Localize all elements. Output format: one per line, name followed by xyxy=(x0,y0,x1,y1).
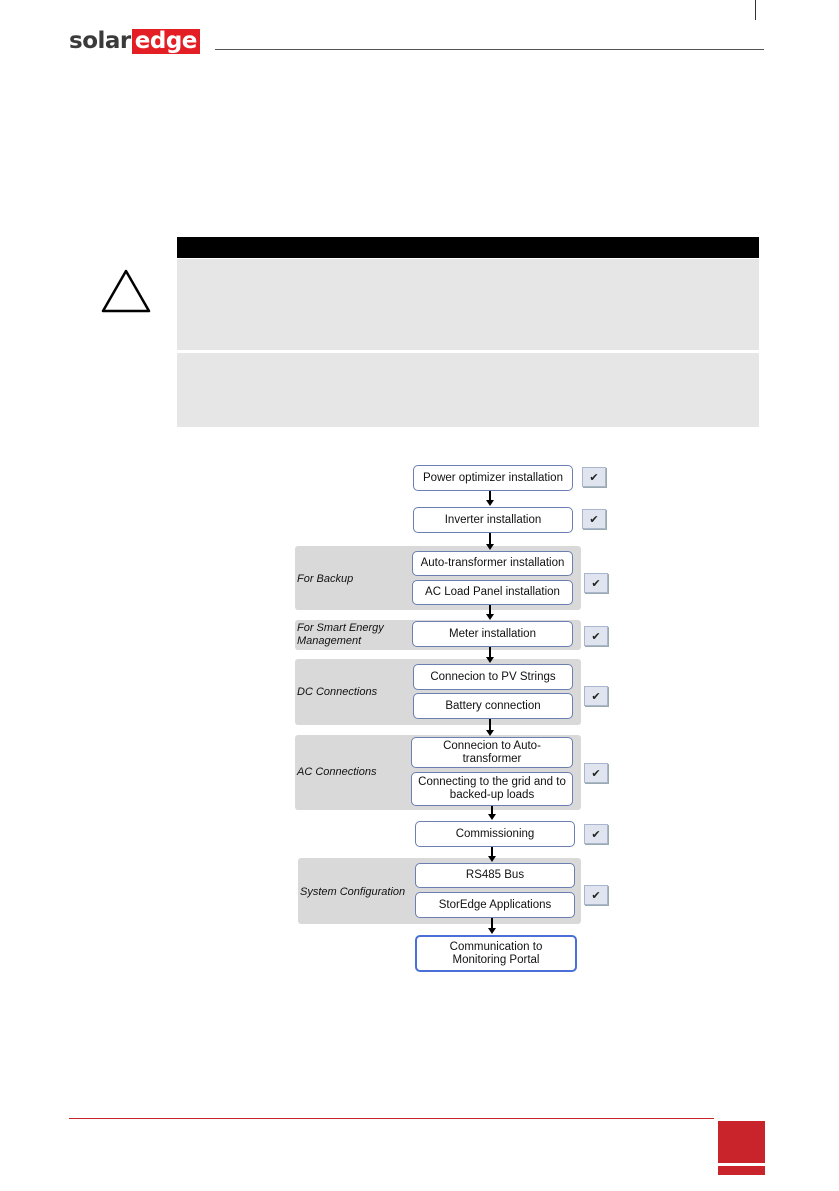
step-power-optimizer: Power optimizer installation xyxy=(413,465,573,491)
group-label-backup: For Backup xyxy=(297,573,354,585)
checkbox-meter[interactable]: ✔ xyxy=(584,626,608,646)
arrow-head xyxy=(486,614,494,620)
arrow-line xyxy=(489,605,491,614)
checkbox-system-configuration[interactable]: ✔ xyxy=(584,885,608,905)
page-tab-stripe xyxy=(718,1163,765,1166)
checkbox-inverter[interactable]: ✔ xyxy=(582,509,606,529)
arrow-line xyxy=(489,647,491,657)
checkbox-backup[interactable]: ✔ xyxy=(584,573,608,593)
checkbox-dc-connections[interactable]: ✔ xyxy=(584,686,608,706)
step-grid-backup: Connecting to the grid and to backed-up loads xyxy=(411,772,573,806)
group-label-ac: AC Connections xyxy=(297,766,377,778)
warning-row-1 xyxy=(177,259,759,350)
logo-edge-text: edge xyxy=(132,29,200,54)
step-storedge-applications: StorEdge Applications xyxy=(415,892,575,918)
header-rule xyxy=(215,49,764,50)
group-label-system-config: System Configuration xyxy=(300,886,406,898)
step-auto-transformer-connection: Connecion to Auto-transformer xyxy=(411,737,573,768)
page-top-mark xyxy=(755,0,756,20)
arrow-line xyxy=(489,719,491,730)
step-commissioning: Commissioning xyxy=(415,821,575,847)
step-rs485: RS485 Bus xyxy=(415,863,575,888)
arrow-head xyxy=(486,500,494,506)
logo-solar-text: solar xyxy=(69,28,131,54)
solaredge-logo xyxy=(69,27,200,55)
footer-rule xyxy=(69,1118,714,1119)
warning-triangle-icon xyxy=(99,267,153,315)
warning-row-2 xyxy=(177,353,759,427)
step-auto-transformer: Auto-transformer installation xyxy=(412,551,573,576)
arrow-head xyxy=(488,856,496,862)
group-label-smart-energy: For Smart Energy Management xyxy=(297,622,384,647)
arrow-head xyxy=(488,928,496,934)
page-number-tab xyxy=(718,1121,765,1175)
checkbox-commissioning[interactable]: ✔ xyxy=(584,824,608,844)
group-label-dc: DC Connections xyxy=(297,686,378,698)
step-monitoring-portal: Communication to Monitoring Portal xyxy=(415,935,577,972)
step-battery: Battery connection xyxy=(413,693,573,719)
arrow-head xyxy=(486,657,494,663)
step-meter: Meter installation xyxy=(412,621,573,647)
step-pv-strings: Connecion to PV Strings xyxy=(413,664,573,690)
warning-header-bar xyxy=(177,237,759,258)
step-inverter: Inverter installation xyxy=(413,507,573,533)
arrow-head xyxy=(488,814,496,820)
arrow-head xyxy=(486,730,494,736)
checkbox-power-optimizer[interactable]: ✔ xyxy=(582,467,606,487)
step-ac-load-panel: AC Load Panel installation xyxy=(412,580,573,605)
arrow-head xyxy=(486,544,494,550)
checkbox-ac-connections[interactable]: ✔ xyxy=(584,763,608,783)
